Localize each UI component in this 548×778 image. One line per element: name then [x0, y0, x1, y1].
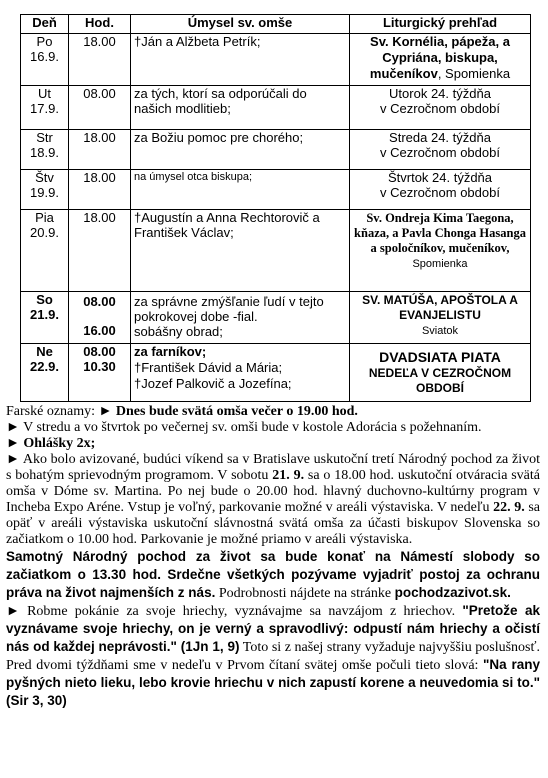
day-cell — [21, 344, 69, 402]
time-cell: 18.00 — [69, 130, 131, 170]
intention-cell: †Ján a Alžbeta Petrík; — [131, 34, 350, 86]
announcement — [6, 452, 540, 548]
liturgy-cell — [350, 344, 531, 402]
day-date: 20.9. — [30, 225, 59, 240]
table-row — [21, 170, 531, 210]
announcement-text: sa o 18.00 hod. uskutoční otváracia svätá omša v Dóme sv. Martina. Po nej bude o 20.00 hod. hlavný duchovno-kultúrny program v Incheba Expo Aréne. Vstup je voľný, parkovanie možné v areáli výstaviska. V nedeľu — [6, 468, 541, 515]
liturgy-cell — [350, 34, 531, 86]
day-date: 18.9. — [30, 145, 59, 160]
date-bold: 22. 9. — [493, 500, 525, 515]
scripture-quote: "Na rany pyšných nieto lieku, lebo krovie hriechu v nich zapustí korene a neuvedomia si to." (Sir 3, 30) — [6, 657, 540, 708]
header-intention: Úmysel sv. omše — [131, 15, 350, 34]
table-header-row — [21, 15, 531, 34]
announcement-text: sa opäť v areáli výstaviska uskutoční slávnostná svätá omša za účasti biskupov Slovenska so začiatkom o 10.00 hod. Parkovanie je možné priamo v areáli výstaviska. — [6, 500, 540, 547]
day-cell — [21, 130, 69, 170]
announcement-text: Toto si z našej strany vyžaduje najvyššiu poslušnosť. Pred dvomi týždňami sme v nedeľu v Prvom čítaní svätej omše počuli tieto slová: — [6, 640, 540, 673]
mass-time: 08.00 — [83, 344, 116, 359]
announcement-bold: ► Ohlášky 2x; — [6, 436, 96, 451]
time-cell: 18.00 — [69, 210, 131, 292]
day-name: Po — [36, 34, 53, 49]
table-row — [21, 130, 531, 170]
liturgy-cell — [350, 292, 531, 344]
announcement — [6, 404, 540, 420]
announcement-text: ► Robme pokánie za svoje hriechy, vyznávajme sa navzájom z hriechov. — [6, 604, 463, 619]
intention-text: †Jozef Palkovič a Jozefína; — [134, 376, 292, 391]
liturgy-cell — [350, 86, 531, 130]
announcement — [6, 602, 540, 710]
date-bold: 21. 9. — [272, 468, 305, 483]
intention-text: za správne zmýšľanie ľudí v tejto pokrokovej dobe -fial. — [134, 294, 324, 324]
intention-text: za farníkov; — [134, 344, 207, 359]
liturgy-feast: Sv. Kornélia, pápeža, a Cypriána, biskupa, mučeníkov — [369, 34, 510, 81]
announcements-label: Farské oznamy: ► — [6, 404, 116, 419]
intention-cell: †Augustín a Anna Rechtorovič a František Václav; — [131, 210, 350, 292]
day-cell — [21, 292, 69, 344]
announcement — [6, 436, 540, 452]
liturgy-line: v Cezročnom období — [380, 101, 500, 116]
intention-cell: na úmysel otca biskupa; — [131, 170, 350, 210]
liturgy-line: v Cezročnom období — [380, 185, 500, 200]
liturgy-rank: Spomienka — [412, 258, 468, 270]
day-date: 21.9. — [30, 307, 59, 322]
announcement-text: ► Ako bolo avizované, budúci víkend sa v Bratislave uskutoční tretí Národný pochod za život s bohatým sprievodným programom. V sobotu — [6, 452, 540, 483]
liturgy-feast: DVADSIATA PIATA — [379, 349, 501, 365]
announcement — [6, 548, 540, 602]
intention-cell — [131, 292, 350, 344]
parish-announcements — [6, 404, 540, 710]
time-cell: 18.00 — [69, 34, 131, 86]
intention-cell: za Božiu pomoc pre chorého; — [131, 130, 350, 170]
day-name: Ut — [38, 86, 51, 101]
announcement: ► V stredu a vo štvrtok po večernej sv. omši bude v kostole Adorácia s požehnaním. — [6, 420, 482, 435]
liturgy-line: Utorok 24. týždňa — [389, 86, 491, 101]
announcement-bold: Samotný Národný pochod za život sa bude konať na Námestí slobody so začiatkom o 13.30 hod. Srdečne všetkých pozývame vyjadriť postoj za ochranu práva na život najmenších z nás. — [6, 549, 540, 600]
time-cell: 18.00 — [69, 170, 131, 210]
mass-time: 08.00 — [83, 294, 116, 309]
liturgy-line: v Cezročnom období — [380, 145, 500, 160]
day-cell — [21, 170, 69, 210]
header-day: Deň — [21, 15, 69, 34]
announcement-text: Podrobnosti nájdete na stránke — [215, 586, 395, 601]
liturgy-cell — [350, 210, 531, 292]
day-cell — [21, 210, 69, 292]
scripture-quote: "Pretože ak vyznávame svoje hriechy, on je verný a spravodlivý: odpustí nám hriechy a očistí nás od každej neprávosti." (1Jn 1, 9) — [6, 603, 541, 654]
day-cell — [21, 86, 69, 130]
liturgy-subtitle: NEDEĽA V CEZROČNOM OBDOBÍ — [368, 366, 512, 395]
liturgy-rank: , Spomienka — [437, 66, 511, 81]
day-name: Štv — [35, 170, 54, 185]
liturgy-line: Streda 24. týždňa — [389, 130, 491, 145]
liturgy-cell — [350, 130, 531, 170]
day-cell — [21, 34, 69, 86]
day-name: Ne — [36, 344, 53, 359]
table-row — [21, 34, 531, 86]
day-date: 17.9. — [30, 101, 59, 116]
liturgy-rank: Sviatok — [421, 325, 459, 337]
day-name: So — [36, 292, 53, 307]
day-date: 19.9. — [30, 185, 59, 200]
day-name: Pia — [35, 210, 54, 225]
website-link[interactable]: pochodzazivot.sk. — [394, 585, 511, 600]
mass-time: 10.30 — [83, 359, 116, 374]
liturgy-feast: Sv. Ondreja Kima Taegona, kňaza, a Pavla Chonga Hasanga a spoločníkov, mučeníkov, — [354, 211, 526, 255]
day-date: 16.9. — [30, 49, 59, 64]
liturgy-line: Štvrtok 24. týždňa — [387, 170, 493, 185]
day-name: Str — [36, 130, 53, 145]
liturgy-feast: SV. MATÚŠA, APOŠTOLA A EVANJELISTU — [362, 293, 518, 322]
table-row — [21, 86, 531, 130]
announcement-bold: Dnes bude svätá omša večer o 19.00 hod. — [115, 404, 358, 419]
header-liturgy: Liturgický prehľad — [350, 15, 531, 34]
intention-text: †František Dávid a Mária; — [134, 360, 283, 375]
mass-schedule-table — [20, 14, 531, 402]
intention-cell — [131, 344, 350, 402]
table-row — [21, 210, 531, 292]
time-cell: 08.00 — [69, 86, 131, 130]
table-row — [21, 292, 531, 344]
time-cell — [69, 292, 131, 344]
time-cell — [69, 344, 131, 402]
intention-cell: za tých, ktorí sa odporúčali do našich modlitieb; — [131, 86, 350, 130]
intention-text: sobášny obrad; — [134, 324, 223, 339]
liturgy-cell — [350, 170, 531, 210]
mass-time: 16.00 — [83, 323, 116, 338]
header-hour: Hod. — [69, 15, 131, 34]
day-date: 22.9. — [30, 359, 59, 374]
table-row — [21, 344, 531, 402]
